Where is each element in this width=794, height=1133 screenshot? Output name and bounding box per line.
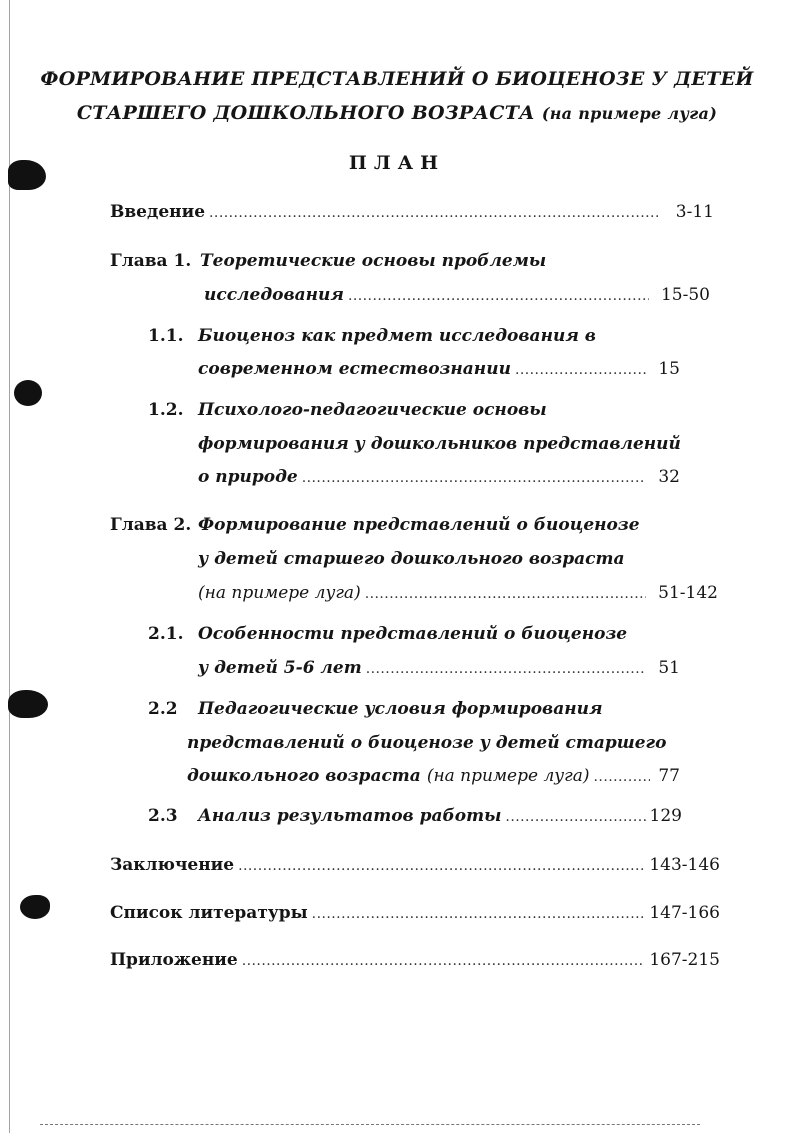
toc-title: Психолого-педагогические основы bbox=[198, 400, 547, 420]
binding-hole-mark bbox=[14, 380, 42, 406]
toc-entry-literature bbox=[110, 900, 720, 926]
toc-leader-dots bbox=[302, 464, 647, 491]
toc-title: Теоретические основы проблемы bbox=[200, 251, 547, 271]
toc-title: Биоценоз как предмет исследования в bbox=[198, 326, 596, 346]
toc-section-number: 1.2. bbox=[148, 400, 184, 420]
toc-entry-section-1-2-cont-2 bbox=[198, 464, 680, 490]
toc-leader-dots bbox=[366, 655, 647, 682]
plan-heading: ПЛАН bbox=[348, 152, 446, 174]
toc-entry-section-1-1-cont bbox=[198, 356, 680, 382]
toc-entry-chapter-1 bbox=[110, 248, 546, 274]
toc-entry-chapter-2-cont bbox=[198, 546, 624, 572]
toc-page-number: 3-11 bbox=[675, 202, 714, 222]
toc-entry-section-1-2-cont bbox=[198, 431, 681, 457]
toc-leader-dots bbox=[594, 763, 651, 790]
toc-entry-section-2-2-cont bbox=[187, 730, 666, 756]
toc-leader-dots bbox=[505, 803, 645, 830]
toc-label: Список литературы bbox=[110, 903, 308, 923]
toc-entry-intro bbox=[110, 199, 714, 225]
toc-title: Формирование представлений о биоценозе bbox=[198, 515, 640, 535]
scan-bottom-edge bbox=[40, 1124, 700, 1125]
toc-leader-dots bbox=[365, 580, 646, 607]
toc-section-number: 2.2 bbox=[148, 699, 178, 719]
toc-chapter-label: Глава 2. bbox=[110, 515, 192, 535]
toc-title: Особенности представлений о биоценозе bbox=[198, 624, 628, 644]
toc-page-number: 167-215 bbox=[649, 950, 720, 970]
toc-label: Приложение bbox=[110, 950, 238, 970]
toc-entry-section-2-1-cont bbox=[198, 655, 680, 681]
toc-leader-dots bbox=[348, 282, 649, 309]
document-title-line-1: ФОРМИРОВАНИЕ ПРЕДСТАВЛЕНИЙ О БИОЦЕНОЗЕ У ДЕТЕЙ bbox=[40, 68, 754, 90]
toc-title: формирования у дошкольников представлений bbox=[198, 434, 681, 454]
toc-page-number: 15 bbox=[658, 359, 680, 379]
toc-title: Педагогические условия формирования bbox=[198, 699, 603, 719]
toc-leader-dots bbox=[515, 356, 646, 383]
toc-entry-chapter-1-cont bbox=[204, 282, 710, 308]
binding-hole-mark bbox=[8, 690, 48, 718]
toc-entry-section-2-1 bbox=[148, 621, 627, 647]
binding-hole-mark bbox=[20, 895, 50, 919]
toc-section-number: 2.3 bbox=[148, 806, 178, 826]
toc-title: исследования bbox=[204, 285, 344, 305]
toc-entry-chapter-2-cont-2 bbox=[198, 580, 718, 606]
title-line-2-main: СТАРШЕГО ДОШКОЛЬНОГО ВОЗРАСТА bbox=[76, 102, 535, 124]
toc-entry-appendix bbox=[110, 947, 720, 973]
toc-page-number: 15-50 bbox=[660, 285, 710, 305]
toc-title-subtitle: (на примере луга) bbox=[426, 766, 590, 786]
toc-leader-dots bbox=[209, 199, 658, 226]
toc-section-number: 2.1. bbox=[148, 624, 184, 644]
toc-title: у детей старшего дошкольного возраста bbox=[198, 549, 625, 569]
toc-page-number: 77 bbox=[658, 766, 680, 786]
toc-chapter-label: Глава 1. bbox=[110, 251, 192, 271]
toc-page-number: 147-166 bbox=[649, 903, 720, 923]
toc-page-number: 51 bbox=[658, 658, 680, 678]
toc-title: современном естествознании bbox=[198, 359, 511, 379]
toc-section-number: 1.1. bbox=[148, 326, 184, 346]
toc-leader-dots bbox=[242, 947, 646, 974]
toc-entry-section-2-3 bbox=[148, 803, 682, 829]
toc-leader-dots bbox=[312, 900, 646, 927]
toc-page-number: 129 bbox=[649, 806, 682, 826]
title-line-2-subtitle: (на примере луга) bbox=[541, 104, 718, 123]
toc-title: (на примере луга) bbox=[198, 583, 361, 603]
toc-page-number: 51-142 bbox=[658, 583, 718, 603]
toc-entry-section-2-2-cont-2 bbox=[187, 763, 680, 789]
toc-page-number: 32 bbox=[658, 467, 680, 487]
toc-page-number: 143-146 bbox=[649, 855, 720, 875]
toc-title: у детей 5-6 лет bbox=[198, 658, 362, 678]
toc-title: о природе bbox=[198, 467, 298, 487]
toc-entry-chapter-2 bbox=[110, 512, 640, 538]
toc-title: дошкольного возраста bbox=[187, 766, 421, 786]
toc-leader-dots bbox=[238, 852, 645, 879]
document-title-line-2 bbox=[0, 102, 794, 124]
toc-label: Введение bbox=[110, 202, 206, 222]
toc-title: представлений о биоценозе у детей старшего bbox=[187, 733, 667, 753]
toc-entry-section-1-2 bbox=[148, 397, 547, 423]
toc-title: Анализ результатов работы bbox=[198, 806, 502, 826]
toc-entry-conclusion bbox=[110, 852, 720, 878]
toc-entry-section-1-1 bbox=[148, 323, 596, 349]
toc-entry-section-2-2 bbox=[148, 696, 603, 722]
toc-label: Заключение bbox=[110, 855, 235, 875]
